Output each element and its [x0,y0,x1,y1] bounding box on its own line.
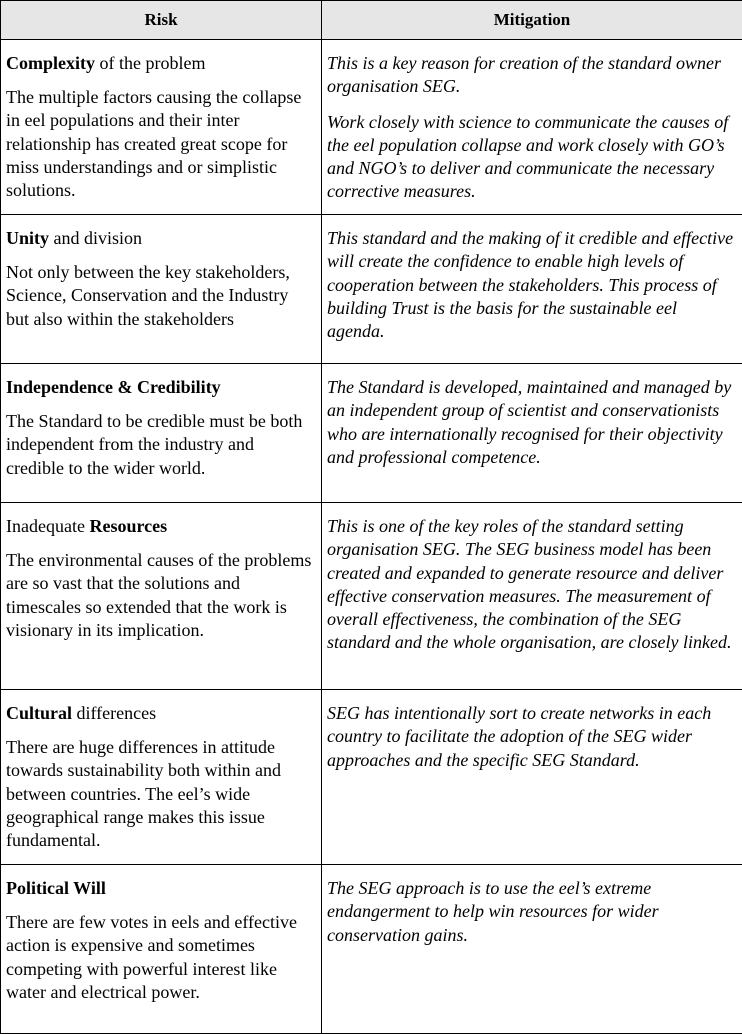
risk-cell [1,40,322,215]
mitigation-text: Work closely with science to communicate the causes of the eel population collapse and work closely with GO’s and NGO’s to deliver and communicate the necessary corrective measures. [327,111,736,204]
table-row [1,865,742,1034]
mitigation-cell [322,503,742,690]
mitigation-text: This is one of the key roles of the standard setting organisation SEG. The SEG business model has been created and expanded to generate resource and deliver effective conservation measures. The measurement of overall effectiveness, the combination of the SEG standard and the whole organisation, are closely linked. [327,515,736,655]
risk-column-header: Risk [1,1,322,40]
mitigation-cell [322,690,742,865]
mitigation-text: This is a key reason for creation of the standard owner organisation SEG. [327,52,736,99]
mitigation-cell [322,364,742,503]
table-header-row [1,1,742,40]
risk-cell [1,364,322,503]
risk-cell [1,503,322,690]
risk-title: Unity and division [6,227,315,249]
risk-description: There are huge differences in attitude towards sustainability both within and between countries. The eel’s wide geographical range makes this issue fundamental. [6,736,315,852]
risk-description: The multiple factors causing the collapse in eel populations and their inter relationship has created great scope for miss understandings and or simplistic solutions. [6,86,315,202]
mitigation-cell [322,215,742,364]
table-row [1,690,742,865]
risk-cell [1,865,322,1034]
mitigation-text: The Standard is developed, maintained and managed by an independent group of scientist and conservationists who are internationally recognised for their objectivity and professional competence. [327,376,736,469]
table-row [1,40,742,215]
risk-description: There are few votes in eels and effective action is expensive and sometimes competing with powerful interest like water and electrical power. [6,911,315,1004]
mitigation-cell [322,865,742,1034]
risk-title: Political Will [6,877,315,899]
risk-description: Not only between the key stakeholders, Science, Conservation and the Industry but also within the stakeholders [6,261,315,331]
mitigation-cell [322,40,742,215]
mitigation-column-header: Mitigation [322,1,742,40]
table-row [1,503,742,690]
risk-description: The Standard to be credible must be both independent from the industry and credible to the wider world. [6,410,315,480]
risk-title: Independence & Credibility [6,376,315,398]
table-row [1,215,742,364]
risk-description: The environmental causes of the problems are so vast that the solutions and timescales so extended that the work is visionary in its implication. [6,549,315,642]
risk-cell [1,690,322,865]
risk-cell [1,215,322,364]
mitigation-text: SEG has intentionally sort to create networks in each country to facilitate the adoption of the SEG wider approaches and the specific SEG Standard. [327,702,736,772]
risk-title: Cultural differences [6,702,315,724]
mitigation-text: This standard and the making of it credible and effective will create the confidence to enable high levels of cooperation between the stakeholders. This process of building Trust is the basis for the sustainable eel agenda. [327,227,736,343]
table-row [1,364,742,503]
risk-title: Inadequate Resources [6,515,315,537]
risk-title: Complexity of the problem [6,52,315,74]
mitigation-text: The SEG approach is to use the eel’s extreme endangerment to help win resources for wider conservation gains. [327,877,736,947]
